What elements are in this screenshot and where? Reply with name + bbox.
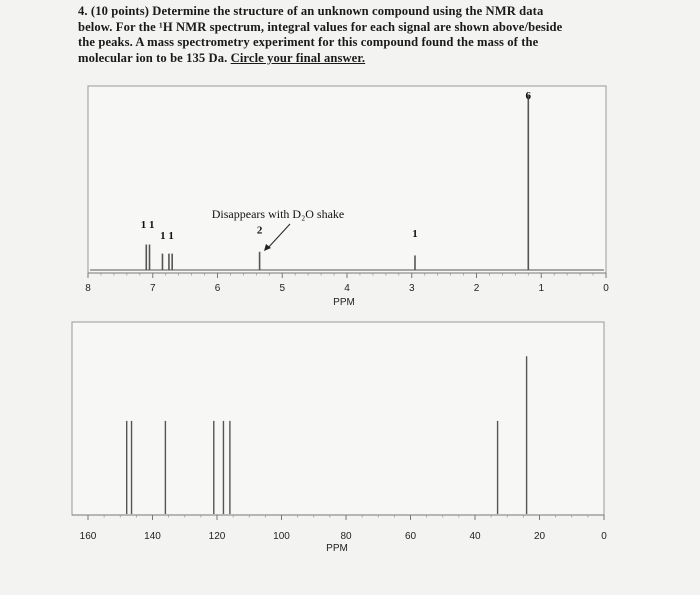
c-nmr-tick-label-120: 120 xyxy=(208,531,226,542)
d2o-annotation: Disappears with D₂O shake xyxy=(211,207,345,221)
h-nmr-tick-label-0: 0 xyxy=(603,283,609,294)
h-nmr-integral-label-4: 6 xyxy=(525,89,532,102)
c-nmr-tick-label-160: 160 xyxy=(79,531,97,542)
h-nmr-integral-label-1: 1 1 xyxy=(160,230,174,243)
question-line-4-prefix: molecular ion to be 135 Da. xyxy=(78,50,231,65)
h-nmr-axis-title: PPM xyxy=(333,297,355,308)
h-nmr-integral-label-0: 1 1 xyxy=(140,219,155,232)
h-nmr-tick-label-5: 5 xyxy=(279,283,286,294)
h-nmr-tick-label-8: 8 xyxy=(85,283,91,294)
h-nmr-tick-label-6: 6 xyxy=(214,283,221,294)
h-nmr-tick-label-2: 2 xyxy=(473,283,480,294)
c-nmr-tick-label-80: 80 xyxy=(340,531,352,542)
h-nmr-tick-label-7: 7 xyxy=(149,283,156,294)
h-nmr-tick-label-3: 3 xyxy=(408,283,415,294)
h-nmr-tick-label-1: 1 xyxy=(538,283,545,294)
c-nmr-axis-title: PPM xyxy=(326,543,348,554)
c-nmr-frame xyxy=(72,322,604,515)
h-nmr-integral-label-2: 2 xyxy=(256,224,263,237)
c-nmr-tick-label-100: 100 xyxy=(273,531,290,542)
c-nmr-tick-label-60: 60 xyxy=(404,531,417,542)
c-nmr-tick-label-140: 140 xyxy=(144,531,161,542)
c-nmr-tick-label-40: 40 xyxy=(469,531,481,542)
circle-answer-instruction: Circle your final answer. xyxy=(230,50,366,65)
question-line-3: the peaks. A mass spectrometry experiment for this compound found the mass of the xyxy=(78,35,539,49)
h-nmr-x-axis xyxy=(85,273,609,294)
h-nmr-integral-label-3: 1 xyxy=(412,228,418,241)
c-nmr-tick-label-20: 20 xyxy=(533,531,546,542)
c-nmr-tick-label-0: 0 xyxy=(601,531,607,542)
c-nmr-x-axis xyxy=(72,515,607,542)
h-nmr-tick-label-4: 4 xyxy=(344,283,350,294)
question-line-2: below. For the ¹H NMR spectrum, integral values for each signal are shown above/beside xyxy=(78,19,563,34)
question-line-1: 4. (10 points) Determine the structure of an unknown compound using the NMR data xyxy=(78,4,544,18)
